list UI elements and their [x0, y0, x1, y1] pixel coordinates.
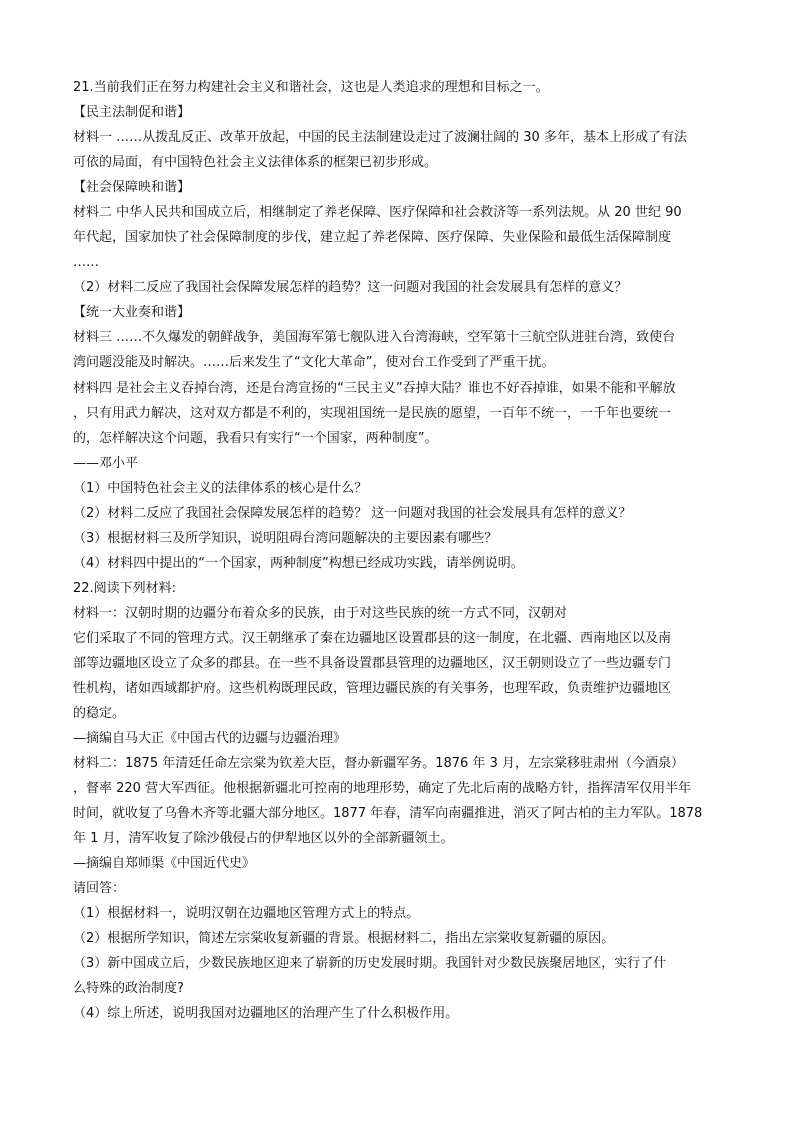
q21-heading-security: 【社会保障映和谐】 [73, 180, 191, 195]
q21-material1-line1: 材料一 ……从拨乱反正、改革开放起，中国的民主法制建设走过了波澜壮阔的 30 多年，基本上形成了有法 [73, 130, 687, 145]
q22-material1-line3: 部等边疆地区设立了众多的郡县。在一些不具备设置郡县管理的边疆地区，汉王朝则设立了一些边疆专门 [73, 656, 672, 671]
q21-material2-line2: 年代起，国家加快了社会保障制度的步伐，建立起了养老保障、医疗保障、失业保险和最低生活保障制度 [73, 230, 672, 245]
q22-material1-line1: 材料一：汉朝时期的边疆分布着众多的民族，由于对这些民族的统一方式不同，汉朝对 [73, 606, 568, 621]
q21-heading-unification: 【统一大业奏和谐】 [73, 305, 191, 320]
q22-material1-line2: 它们采取了不同的管理方式。汉王朝继承了秦在边疆地区设置郡县的这一制度，在北疆、西南地区以及南 [73, 631, 672, 646]
q21-material3-line1: 材料三 ……不久爆发的朝鲜战争，美国海军第七舰队进入台湾海峡，空军第十三航空队进驻台湾，致使台 [73, 330, 676, 345]
q21-material2-question: （2）材料二反应了我国社会保障发展怎样的趋势？这一问题对我国的社会发展具有怎样的意义？ [73, 280, 628, 295]
q21-material4-source: ——邓小平 [73, 456, 139, 471]
q22-material2-line1: 材料二：1875 年清廷任命左宗棠为钦差大臣，督办新疆军务。1876 年 3 月，左宗棠移驻肃州（今酒泉） [73, 756, 684, 771]
q22-question-1: （1）根据材料一，说明汉朝在边疆地区管理方式上的特点。 [73, 906, 420, 921]
q21-material3-line2: 湾问题没能及时解决。……后来发生了“文化大革命”，使对台工作受到了严重干扰。 [73, 355, 555, 370]
q22-material1-line5: 的稳定。 [73, 706, 126, 721]
q22-stem: 22.阅读下列材料: [73, 581, 177, 596]
q21-question-2: （2）材料二反应了我国社会保障发展怎样的趋势？ 这一问题对我国的社会发展具有怎样的意义？ [73, 506, 632, 521]
q21-material2-line1: 材料二 中华人民共和国成立后，相继制定了养老保障、医疗保障和社会救济等一系列法规。从 20 世纪 90 [73, 205, 682, 220]
q21-question-1: （1）中国特色社会主义的法律体系的核心是什么？ [73, 481, 368, 496]
q22-material2-line4: 年 1 月，清军收复了除沙俄侵占的伊犁地区以外的全部新疆领土。 [73, 831, 454, 846]
q22-question-3-line2: 么特殊的政治制度? [73, 981, 184, 996]
q22-question-4: （4）综上所述，说明我国对边疆地区的治理产生了什么积极作用。 [73, 1006, 459, 1021]
q22-material2-line3: 时间，就收复了乌鲁木齐等北疆大部分地区。1877 年春，清军向南疆推进，消灭了阿古柏的主力军队。1878 [73, 806, 703, 821]
q22-material1-source: —摘编自马大正《中国古代的边疆与边疆治理》 [73, 731, 347, 746]
q21-material1-line2: 可依的局面，有中国特色社会主义法律体系的框架已初步形成。 [73, 155, 438, 170]
q22-question-2: （2）根据所学知识，简述左宗棠收复新疆的背景。根据材料二，指出左宗棠收复新疆的原因。 [73, 931, 615, 946]
q22-question-3-line1: （3）新中国成立后，少数民族地区迎来了崭新的历史发展时期。我国针对少数民族聚居地区，实行了什 [73, 956, 667, 971]
q21-question-3: （3）根据材料三及所学知识，说明阻碍台湾问题解决的主要因素有哪些？ [73, 531, 498, 546]
q22-ask: 请回答： [73, 881, 126, 896]
q21-material4-line1: 材料四 是社会主义吞掉台湾，还是台湾宣扬的“三民主义”吞掉大陆？谁也不好吞掉谁，如果不能和平解放 [73, 381, 676, 396]
q21-heading-democracy: 【民主法制促和谐】 [73, 105, 191, 120]
q22-material2-source: —摘编自郑师渠《中国近代史》 [73, 856, 256, 871]
q22-material2-line2: ，督率 220 营大军西征。他根据新疆北可控南的地理形势，确定了先北后南的战略方针，指挥清军仅用半年 [73, 781, 692, 796]
q22-material1-line4: 性机构，诸如西域都护府。这些机构既理民政，管理边疆民族的有关事务，也理军政，负责维护边疆地区 [73, 681, 672, 696]
q21-material2-line3: …… [73, 255, 99, 270]
q21-question-4: （4）材料四中提出的“一个国家，两种制度”构想已经成功实践，请举例说明。 [73, 556, 524, 571]
q21-material4-line3: 的，怎样解决这个问题，我看只有实行“一个国家，两种制度”。 [73, 431, 438, 446]
q21-stem: 21.当前我们正在努力构建社会主义和谐社会，这也是人类追求的理想和目标之一。 [73, 80, 549, 95]
q21-material4-line2: ，只有用武力解决，这对双方都是不利的，实现祖国统一是民族的愿望，一百年不统一，一千年也要统一 [73, 406, 672, 421]
